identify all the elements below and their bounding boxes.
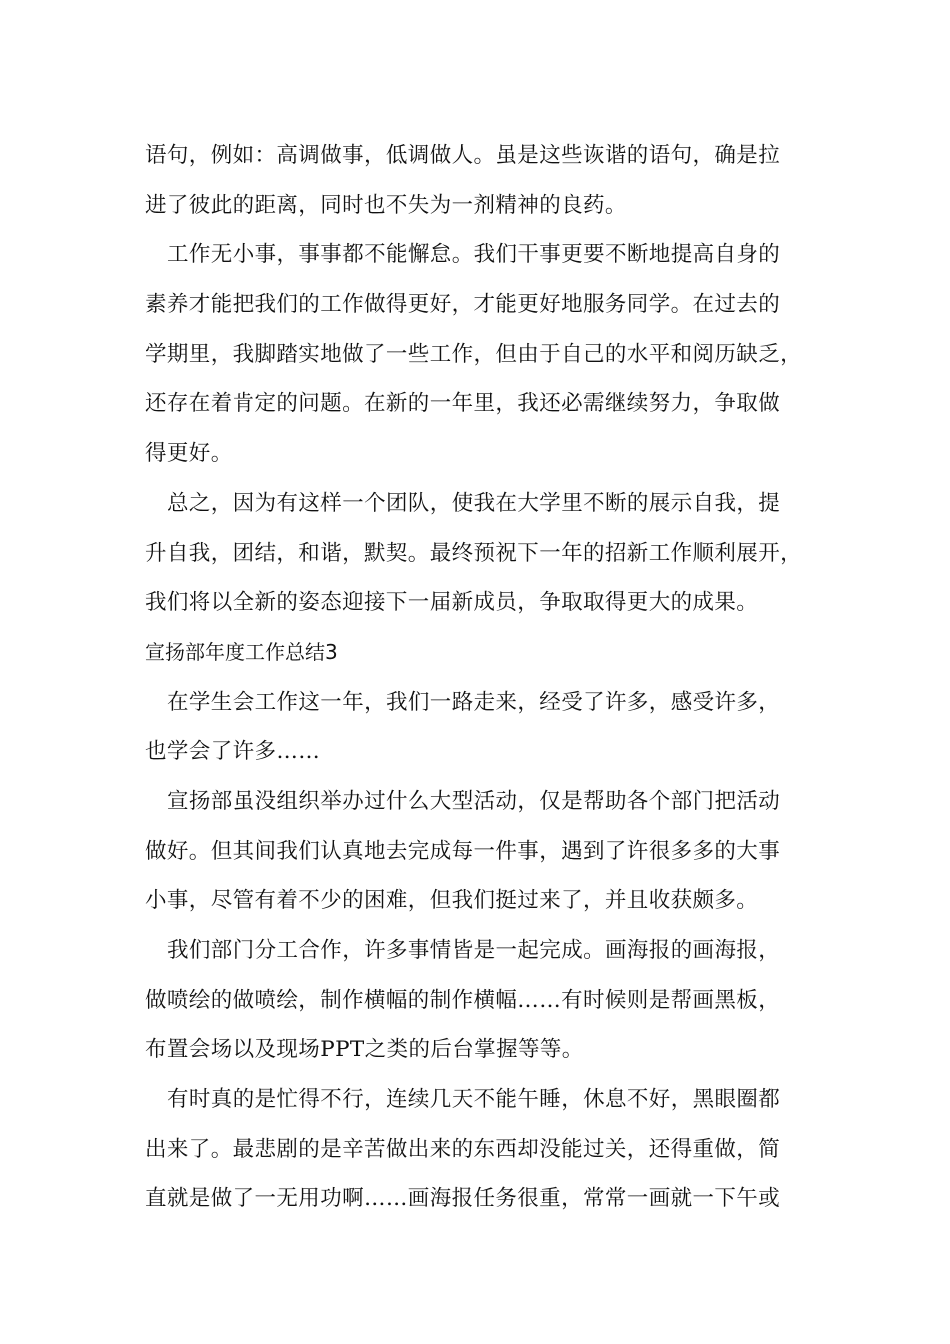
text-line: 直就是做了一无用功啊……画海报任务很重，常常一画就一下午或 xyxy=(145,1186,781,1212)
text-line: 我们将以全新的姿态迎接下一届新成员，争取取得更大的成果。 xyxy=(145,590,759,616)
text-line: 升自我，团结，和谐，默契。最终预祝下一年的招新工作顺利展开， xyxy=(145,540,803,566)
text-line: 学期里，我脚踏实地做了一些工作，但由于自己的水平和阅历缺乏， xyxy=(145,341,803,367)
text-line: 出来了。最悲剧的是辛苦做出来的东西却没能过关，还得重做，简 xyxy=(145,1136,781,1162)
text-line: 还存在着肯定的问题。在新的一年里，我还必需继续努力，争取做 xyxy=(145,391,781,417)
text-line: 做喷绘的做喷绘，制作横幅的制作横幅……有时候则是帮画黑板， xyxy=(145,987,781,1013)
paragraph-start-line: 有时真的是忙得不行，连续几天不能午睡，休息不好，黑眼圈都 xyxy=(167,1087,781,1113)
document-body xyxy=(145,131,810,1224)
paragraph-start-line: 宣扬部虽没组织举办过什么大型活动，仅是帮助各个部门把活动 xyxy=(167,788,781,814)
text-line: 语句，例如：高调做事，低调做人。虽是这些诙谐的语句，确是拉 xyxy=(145,143,781,168)
paragraph-start-line: 工作无小事，事事都不能懈怠。我们干事更要不断地提高自身的 xyxy=(167,242,781,268)
text-line: 也学会了许多…… xyxy=(145,739,321,765)
paragraph-start-line: 总之，因为有这样一个团队，使我在大学里不断的展示自我，提 xyxy=(167,490,781,516)
paragraph-start-line: 在学生会工作这一年，我们一路走来，经受了许多，感受许多， xyxy=(167,689,781,715)
text-line: 布置会场以及现场PPT之类的后台掌握等等。 xyxy=(145,1037,584,1063)
text-line: 得更好。 xyxy=(145,441,233,467)
text-line: 做好。但其间我们认真地去完成每一件事，遇到了许很多多的大事 xyxy=(145,838,781,864)
text-line: 素养才能把我们的工作做得更好，才能更好地服务同学。在过去的 xyxy=(145,292,781,318)
paragraph-start-line: 我们部门分工合作，许多事情皆是一起完成。画海报的画海报， xyxy=(167,938,781,963)
section-heading: 宣扬部年度工作总结3 xyxy=(145,639,338,664)
text-line: 进了彼此的距离，同时也不失为一剂精神的良药。 xyxy=(145,192,627,218)
text-line: 小事，尽管有着不少的困难，但我们挺过来了，并且收获颇多。 xyxy=(145,888,759,914)
